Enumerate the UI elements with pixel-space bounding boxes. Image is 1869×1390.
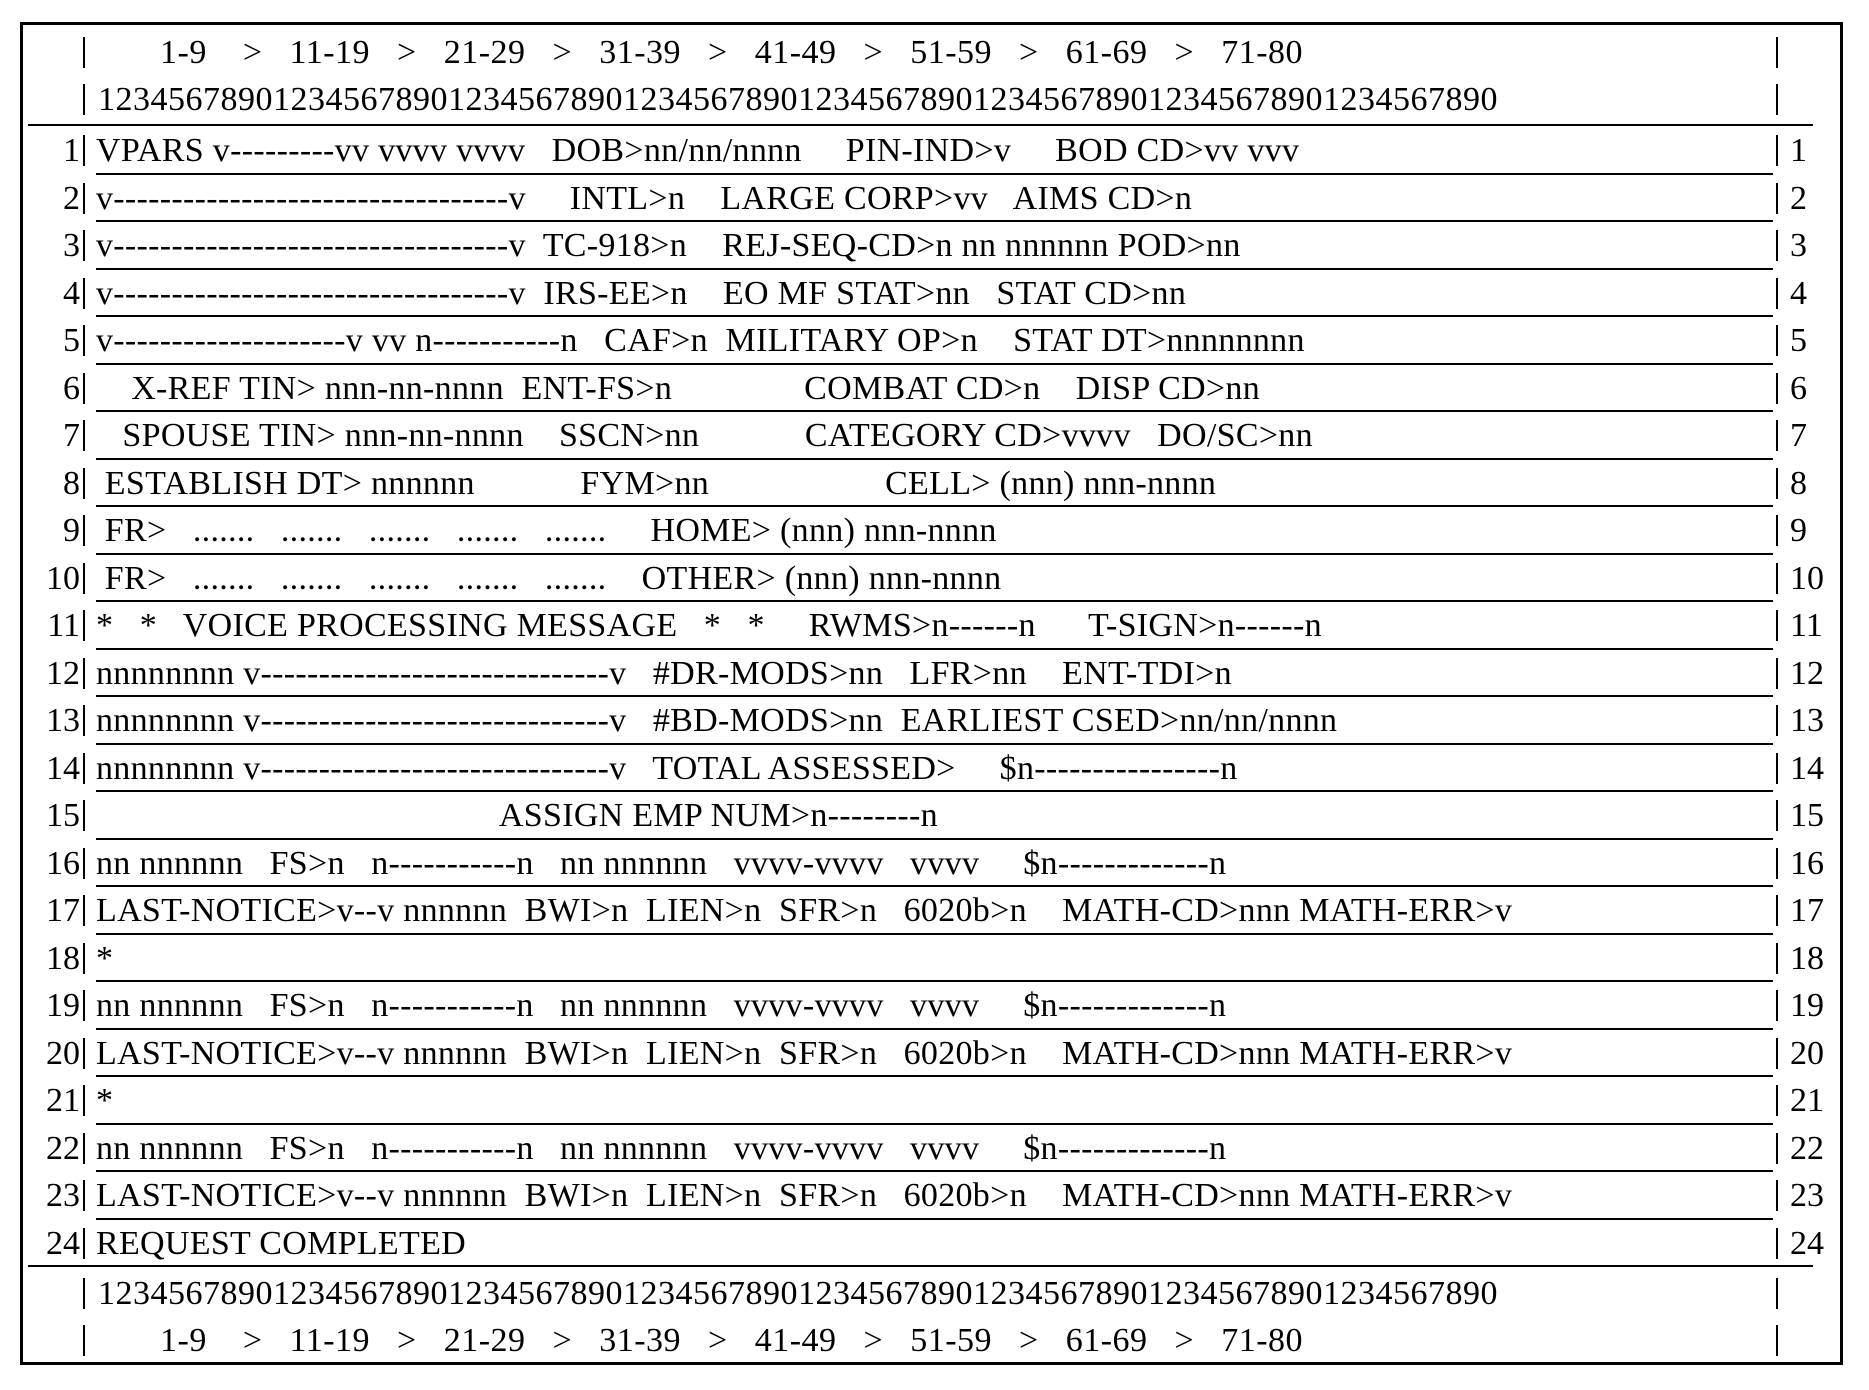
line-number-right: 17: [1790, 892, 1824, 929]
right-bar: [1776, 943, 1778, 974]
line-text: LAST-NOTICE>v--v nnnnnn BWI>n LIEN>n SFR>n 6020b>n MATH-CD>nnn MATH-ERR>v: [96, 1034, 1513, 1072]
line-number-left: 18: [46, 939, 80, 977]
line-text: v----------------------------------v INTL>n LARGE CORP>vv AIMS CD>n: [96, 179, 1193, 217]
left-bar: [83, 705, 85, 736]
line-text: v----------------------------------v IRS-EE>n EO MF STAT>nn STAT CD>nn: [96, 274, 1187, 312]
line-number-right: 9: [1790, 512, 1807, 549]
line-number-left: 9: [63, 512, 80, 549]
left-bar: [83, 563, 85, 594]
left-bar: [83, 658, 85, 689]
screen-line-22: [0, 1125, 1869, 1172]
right-bar: [1776, 278, 1778, 309]
right-bar: [1776, 1228, 1778, 1259]
right-bar: [1776, 1180, 1778, 1211]
line-text: nnnnnnnn v------------------------------v TOTAL ASSESSED> $n----------------n: [96, 749, 1238, 787]
left-bar: [83, 183, 85, 214]
line-number-left: 14: [46, 749, 80, 787]
left-bar: [83, 325, 85, 356]
screen-line-12: [0, 650, 1869, 697]
line-number-left: 2: [63, 179, 80, 217]
screen-line-24: [0, 1220, 1869, 1267]
right-bar: [1776, 1085, 1778, 1116]
right-bar: [1776, 1278, 1778, 1309]
right-bar: [1776, 37, 1778, 68]
right-bar: [1776, 84, 1778, 115]
line-number-left: 15: [46, 797, 80, 834]
left-bar: [83, 1325, 85, 1356]
line-number-left: 12: [46, 654, 80, 692]
screen-line-15: [0, 792, 1869, 839]
right-bar: [1776, 183, 1778, 214]
left-bar: [83, 278, 85, 309]
screen-line-11: [0, 602, 1869, 649]
screen-line-18: [0, 935, 1869, 982]
line-number-left: 3: [63, 227, 80, 264]
right-bar: [1776, 753, 1778, 784]
top-column-digits: [0, 76, 1869, 123]
line-number-left: 7: [63, 417, 80, 454]
right-bar: [1776, 230, 1778, 261]
line-text: VPARS v---------vv vvvv vvvv DOB>nn/nn/nnnn PIN-IND>v BOD CD>vv vvv: [96, 132, 1300, 169]
line-text: FR> ....... ....... ....... ....... ....... OTHER> (nnn) nnn-nnnn: [96, 559, 1002, 597]
column-digits-text: 12345678901234567890123456789012345678901234567890123456789012345678901234567890: [98, 1275, 1498, 1312]
line-number-right: 22: [1790, 1129, 1824, 1167]
screen-line-4: [0, 270, 1869, 317]
right-bar: [1776, 800, 1778, 831]
column-groups-text: 1-9 > 11-19 > 21-29 > 31-39 > 41-49 > 51-59 > 61-69 > 71-80: [160, 34, 1304, 71]
line-number-left: 4: [63, 274, 80, 312]
top-column-groups: [0, 29, 1869, 76]
line-number-right: 18: [1790, 939, 1824, 977]
right-bar: [1776, 325, 1778, 356]
line-text: ASSIGN EMP NUM>n--------n: [96, 797, 938, 834]
screen-line-7: [0, 412, 1869, 459]
right-bar: [1776, 848, 1778, 879]
right-bar: [1776, 373, 1778, 404]
right-bar: [1776, 658, 1778, 689]
screen-line-13: [0, 697, 1869, 744]
line-number-left: 1: [63, 132, 80, 169]
screen-line-5: [0, 317, 1869, 364]
line-number-right: 19: [1790, 987, 1824, 1024]
line-number-right: 1: [1790, 132, 1807, 169]
right-bar: [1776, 135, 1778, 166]
line-text: nn nnnnnn FS>n n-----------n nn nnnnnn vvvv-vvvv vvvv $n-------------n: [96, 1129, 1227, 1167]
line-number-left: 21: [46, 1082, 80, 1119]
right-bar: [1776, 515, 1778, 546]
left-bar: [83, 610, 85, 641]
line-number-right: 20: [1790, 1034, 1824, 1072]
right-bar: [1776, 610, 1778, 641]
left-bar: [83, 135, 85, 166]
left-bar: [83, 84, 85, 115]
line-number-right: 3: [1790, 227, 1807, 264]
line-number-left: 10: [46, 559, 80, 597]
line-number-left: 5: [63, 322, 80, 359]
line-number-right: 15: [1790, 797, 1824, 834]
line-number-left: 16: [46, 844, 80, 882]
line-number-right: 13: [1790, 702, 1824, 739]
bottom-column-groups: [0, 1317, 1869, 1364]
line-number-left: 24: [46, 1224, 80, 1262]
left-bar: [83, 515, 85, 546]
line-text: *: [96, 1082, 114, 1119]
line-number-right: 4: [1790, 274, 1807, 312]
right-bar: [1776, 895, 1778, 926]
left-bar: [83, 1180, 85, 1211]
screen-line-3: [0, 222, 1869, 269]
left-bar: [83, 37, 85, 68]
screen-line-1: [0, 127, 1869, 174]
screen-line-19: [0, 982, 1869, 1029]
screen-line-10: [0, 555, 1869, 602]
left-bar: [83, 1228, 85, 1259]
right-bar: [1776, 563, 1778, 594]
left-bar: [83, 468, 85, 499]
line-text: v--------------------v vv n-----------n CAF>n MILITARY OP>n STAT DT>nnnnnnnn: [96, 322, 1305, 359]
left-bar: [83, 848, 85, 879]
left-bar: [83, 1085, 85, 1116]
left-bar: [83, 800, 85, 831]
right-bar: [1776, 705, 1778, 736]
left-bar: [83, 1038, 85, 1069]
line-number-right: 14: [1790, 749, 1824, 787]
line-number-left: 19: [46, 987, 80, 1024]
line-text: *: [96, 939, 114, 977]
left-bar: [83, 420, 85, 451]
line-text: v----------------------------------v TC-918>n REJ-SEQ-CD>n nn nnnnnn POD>nn: [96, 227, 1241, 264]
left-bar: [83, 1278, 85, 1309]
line-number-right: 21: [1790, 1082, 1824, 1119]
screen-line-2: [0, 175, 1869, 222]
footer-divider: [28, 1265, 1813, 1267]
line-text: REQUEST COMPLETED: [96, 1224, 466, 1262]
right-bar: [1776, 990, 1778, 1021]
left-bar: [83, 1133, 85, 1164]
line-number-right: 16: [1790, 844, 1824, 882]
left-bar: [83, 990, 85, 1021]
line-number-right: 8: [1790, 464, 1807, 502]
line-number-right: 7: [1790, 417, 1807, 454]
right-bar: [1776, 1325, 1778, 1356]
line-text: FR> ....... ....... ....... ....... ....... HOME> (nnn) nnn-nnnn: [96, 512, 997, 549]
left-bar: [83, 753, 85, 784]
screen-line-17: [0, 887, 1869, 934]
screen-line-21: [0, 1077, 1869, 1124]
line-text: nn nnnnnn FS>n n-----------n nn nnnnnn vvvv-vvvv vvvv $n-------------n: [96, 987, 1227, 1024]
line-number-left: 8: [63, 464, 80, 502]
right-bar: [1776, 1133, 1778, 1164]
screen-line-14: [0, 745, 1869, 792]
left-bar: [83, 895, 85, 926]
line-number-right: 23: [1790, 1177, 1824, 1214]
screen-line-8: [0, 460, 1869, 507]
line-number-right: 12: [1790, 654, 1824, 692]
line-text: nnnnnnnn v------------------------------v #DR-MODS>nn LFR>nn ENT-TDI>n: [96, 654, 1232, 692]
line-number-right: 6: [1790, 369, 1807, 407]
screen-line-20: [0, 1030, 1869, 1077]
header-divider: [28, 124, 1813, 126]
line-number-left: 23: [46, 1177, 80, 1214]
left-bar: [83, 943, 85, 974]
bottom-column-digits: [0, 1270, 1869, 1317]
screen-line-23: [0, 1172, 1869, 1219]
line-number-left: 17: [46, 892, 80, 929]
line-text: nn nnnnnn FS>n n-----------n nn nnnnnn vvvv-vvvv vvvv $n-------------n: [96, 844, 1227, 882]
line-text: X-REF TIN> nnn-nn-nnnn ENT-FS>n COMBAT CD>n DISP CD>nn: [96, 369, 1260, 407]
screen-line-6: [0, 365, 1869, 412]
line-number-left: 6: [63, 369, 80, 407]
right-bar: [1776, 468, 1778, 499]
left-bar: [83, 373, 85, 404]
line-number-left: 11: [47, 607, 80, 644]
line-number-right: 2: [1790, 179, 1807, 217]
right-bar: [1776, 420, 1778, 451]
screen-line-16: [0, 840, 1869, 887]
screen-line-9: [0, 507, 1869, 554]
line-number-right: 24: [1790, 1224, 1824, 1262]
line-number-right: 11: [1790, 607, 1823, 644]
right-bar: [1776, 1038, 1778, 1069]
left-bar: [83, 230, 85, 261]
column-digits-text: 12345678901234567890123456789012345678901234567890123456789012345678901234567890: [98, 81, 1498, 118]
column-groups-text: 1-9 > 11-19 > 21-29 > 31-39 > 41-49 > 51-59 > 61-69 > 71-80: [160, 1322, 1304, 1359]
line-number-left: 13: [46, 702, 80, 739]
line-text: SPOUSE TIN> nnn-nn-nnnn SSCN>nn CATEGORY CD>vvvv DO/SC>nn: [96, 417, 1313, 454]
line-text: * * VOICE PROCESSING MESSAGE * * RWMS>n------n T-SIGN>n------n: [96, 607, 1322, 644]
line-text: LAST-NOTICE>v--v nnnnnn BWI>n LIEN>n SFR>n 6020b>n MATH-CD>nnn MATH-ERR>v: [96, 892, 1513, 929]
line-text: ESTABLISH DT> nnnnnn FYM>nn CELL> (nnn) nnn-nnnn: [96, 464, 1217, 502]
line-number-left: 20: [46, 1034, 80, 1072]
line-text: nnnnnnnn v------------------------------v #BD-MODS>nn EARLIEST CSED>nn/nn/nnnn: [96, 702, 1338, 739]
line-number-left: 22: [46, 1129, 80, 1167]
line-number-right: 10: [1790, 559, 1824, 597]
line-text: LAST-NOTICE>v--v nnnnnn BWI>n LIEN>n SFR>n 6020b>n MATH-CD>nnn MATH-ERR>v: [96, 1177, 1513, 1214]
line-number-right: 5: [1790, 322, 1807, 359]
